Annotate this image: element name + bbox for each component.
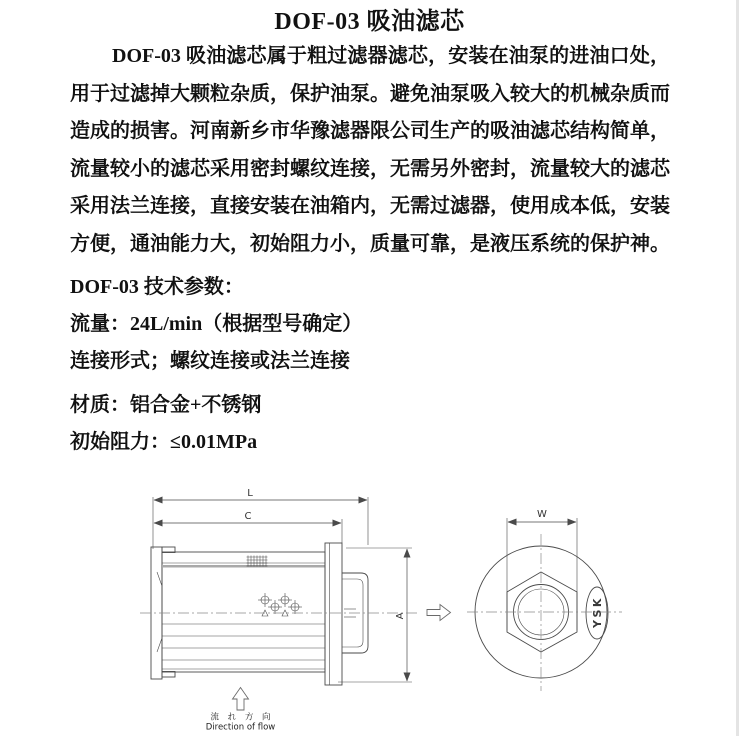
paragraph-line: 用于过滤掉大颗粒杂质，保护油泵。避免油泵吸入较大的机械杂质而: [70, 82, 670, 105]
paragraph-line: 方便，通油能力大，初始阻力小，质量可靠，是液压系统的保护神。: [70, 232, 670, 255]
end-view: [467, 509, 622, 691]
spec-heading: DOF-03 技术参数：: [70, 276, 244, 298]
paragraph-line: 造成的损害。河南新乡市华豫滤器限公司生产的吸油滤芯结构简单，: [70, 120, 670, 142]
flow-direction-arrow: [206, 688, 276, 733]
technical-drawing: [130, 480, 739, 736]
mesh-hatch-symbol: [247, 556, 268, 567]
brand-oval: [586, 587, 608, 639]
spec-initial-resistance: 初始阻力：≤0.01MPa: [70, 431, 258, 453]
filter-body: [162, 552, 325, 672]
spec-flow: 流量：24L/min（根据型号确定）: [70, 313, 363, 335]
dim-C-label: C: [244, 511, 252, 522]
paragraph-line: 流量较小的滤芯采用密封螺纹连接，无需另外密封，流量较大的滤芯: [70, 157, 670, 180]
hex-nut-side: [325, 543, 342, 685]
paragraph-line: DOF-03 吸油滤芯属于粗过滤器滤芯，安装在油泵的进油口处，: [112, 45, 670, 67]
intro-paragraph: [70, 38, 670, 263]
dim-W-label: W: [537, 509, 547, 520]
brand-label: YSK: [591, 596, 604, 628]
section-view-arrow: [427, 605, 451, 621]
paragraph-line: 采用法兰连接，直接安装在油箱内，无需过滤器，使用成本低，安装: [70, 195, 670, 217]
hole-cluster: [258, 593, 302, 616]
spec-connection: 连接形式；螺纹连接或法兰连接: [70, 350, 350, 372]
dim-L-label: L: [247, 488, 253, 499]
dim-A-label: A: [395, 612, 406, 620]
side-view: [140, 488, 417, 685]
flow-label-en: Direction of flow: [205, 722, 276, 733]
page-title: DOF-03 吸油滤芯: [274, 9, 465, 35]
flow-label-jp: 流 れ 方 向: [210, 712, 274, 723]
spec-material: 材质：铝合金+不锈钢: [70, 394, 262, 416]
